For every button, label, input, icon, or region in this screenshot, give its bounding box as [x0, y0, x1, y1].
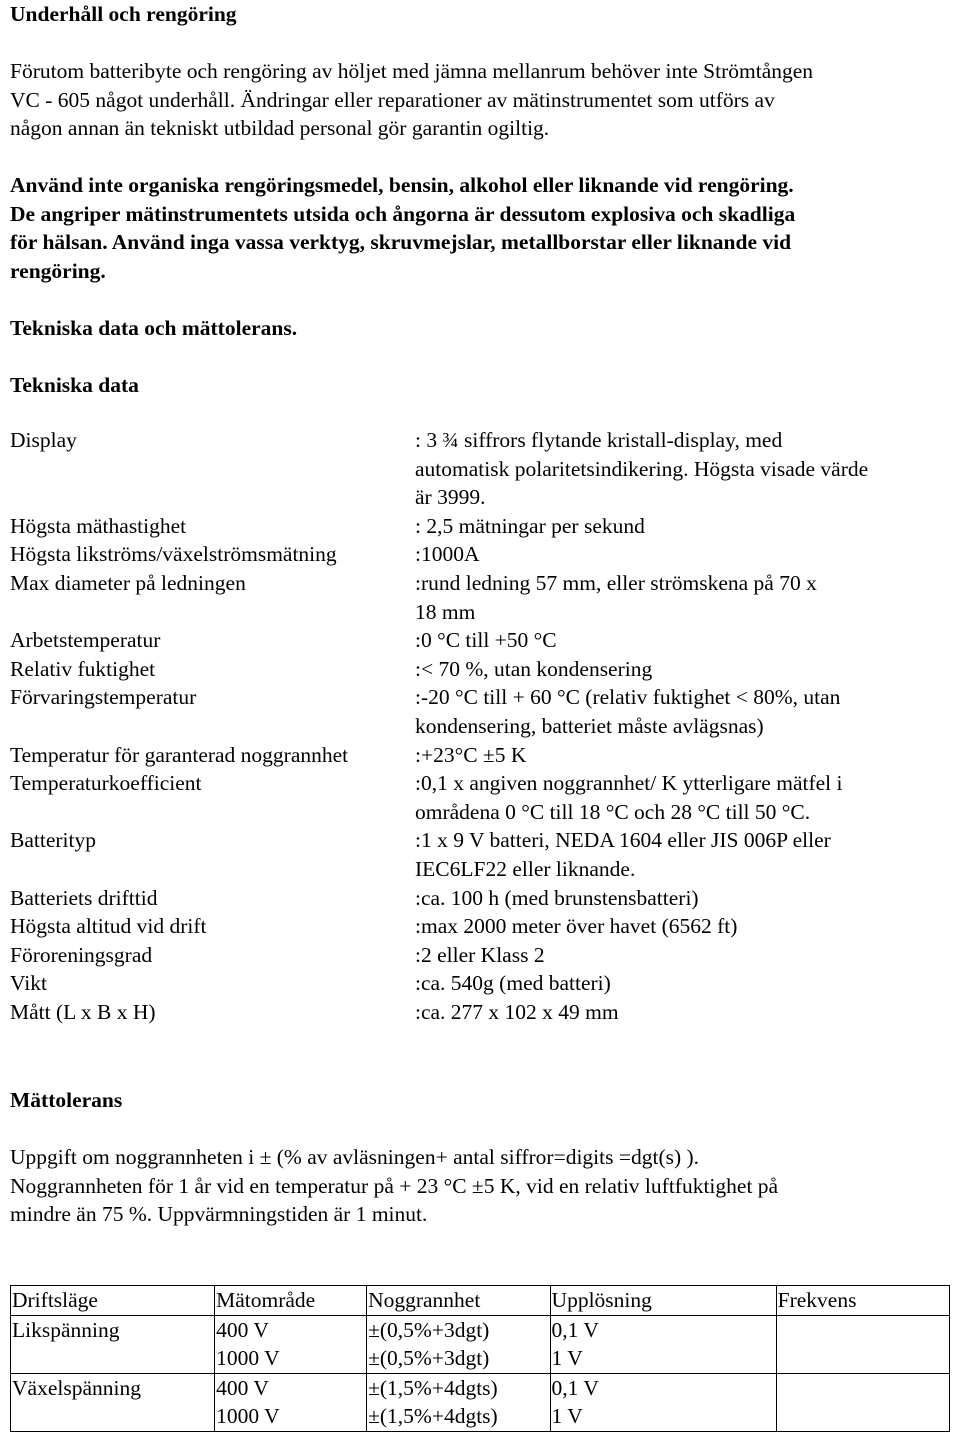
maintenance-intro: [10, 57, 950, 143]
mode-cell: Likspänning: [11, 1315, 215, 1373]
spec-value: [415, 884, 950, 913]
spec-row: [10, 569, 955, 626]
tolerance-heading: Mättolerans: [10, 1088, 123, 1112]
text-line: Använd inte organiska rengöringsmedel, bensin, alkohol eller liknande vid rengöring.: [10, 173, 794, 197]
range-cell: 400 V 1000 V: [215, 1315, 367, 1373]
spec-row: [10, 655, 955, 684]
spec-row: [10, 426, 955, 512]
cleaning-warning: [10, 171, 950, 285]
accuracy-cell: ±(1,5%+4dgts) ±(1,5%+4dgts): [367, 1373, 550, 1431]
spec-label: Temperaturkoefficient: [10, 771, 202, 796]
table-header-row: [11, 1286, 950, 1316]
spec-value: [415, 426, 950, 512]
maintenance-heading: Underhåll och rengöring: [10, 2, 237, 26]
spec-label: Batterityp: [10, 828, 96, 853]
spec-row: [10, 540, 955, 569]
spec-label: Högsta mäthastighet: [10, 513, 187, 538]
spec-row: [10, 741, 955, 770]
spec-value: [415, 826, 950, 883]
table-header-cell: Upplösning: [550, 1286, 776, 1316]
spec-value-line: :-20 °C till + 60 °C (relativ fuktighet < 80%, utan: [415, 685, 841, 710]
text-line: Uppgift om noggrannheten i ± (% av avläsningen+ antal siffror=digits =dgt(s) ).: [10, 1145, 700, 1169]
text-line: De angriper mätinstrumentets utsida och ångorna är dessutom explosiva och skadliga: [10, 201, 796, 226]
spec-value: [415, 969, 950, 998]
table-row: [11, 1315, 950, 1373]
spec-row: [10, 941, 955, 970]
text-line: för hälsan. Använd inga vassa verktyg, skruvmejslar, metallborstar eller liknande vid: [10, 230, 792, 255]
spec-value-line: :+23°C ±5 K: [415, 742, 527, 767]
spec-label: Förvaringstemperatur: [10, 685, 197, 710]
spec-value-line: : 3 ¾ siffrors flytande kristall-display, med: [415, 428, 783, 452]
spec-row: [10, 683, 955, 740]
spec-row: [10, 769, 955, 826]
spec-list: [10, 426, 955, 1026]
text-line: Förutom batteribyte och rengöring av höljet med jämna mellanrum behöver inte Strömtången: [10, 59, 814, 83]
spec-value: [415, 941, 950, 970]
text-line: rengöring.: [10, 258, 106, 283]
spec-row: [10, 826, 955, 883]
spec-value-line: :< 70 %, utan kondensering: [415, 656, 653, 681]
tolerance-table: [10, 1285, 950, 1432]
spec-row: [10, 512, 955, 541]
spec-label: Vikt: [10, 971, 47, 996]
spec-value: [415, 741, 950, 770]
spec-value-line: :ca. 277 x 102 x 49 mm: [415, 999, 619, 1024]
text-line: VC - 605 något underhåll. Ändringar eller reparationer av mätinstrumentet som utförs av: [10, 87, 775, 112]
spec-row: [10, 626, 955, 655]
spec-value-line: 18 mm: [415, 599, 476, 624]
spec-value-line: :1000A: [415, 542, 480, 567]
spec-label: Högsta likströms/växelströmsmätning: [10, 542, 337, 567]
spec-value: [415, 512, 950, 541]
spec-value: [415, 912, 950, 941]
spec-value: [415, 626, 950, 655]
spec-value-line: :ca. 540g (med batteri): [415, 971, 611, 996]
spec-value-line: :0 °C till +50 °C: [415, 628, 557, 653]
text-line: Noggrannheten för 1 år vid en temperatur på + 23 °C ±5 K, vid en relativ luftfuktighet på: [10, 1173, 779, 1198]
table-header-cell: Driftsläge: [11, 1286, 215, 1316]
spec-value-line: :1 x 9 V batteri, NEDA 1604 eller JIS 006P eller: [415, 828, 831, 853]
spec-value: [415, 683, 950, 740]
tech-heading: Tekniska data och mättolerans.: [10, 316, 298, 340]
spec-value: [415, 655, 950, 684]
spec-label: Max diameter på ledningen: [10, 570, 246, 595]
table-header-cell: Noggrannhet: [367, 1286, 550, 1316]
spec-value-line: är 3999.: [415, 485, 486, 510]
table-row: [11, 1373, 950, 1431]
spec-value-line: :rund ledning 57 mm, eller strömskena på 70 x: [415, 570, 817, 595]
spec-label: Display: [10, 428, 77, 452]
spec-value-line: områdena 0 °C till 18 °C och 28 °C till 50 °C.: [415, 799, 811, 824]
spec-value: [415, 540, 950, 569]
spec-value-line: :ca. 100 h (med brunstensbatteri): [415, 885, 699, 910]
spec-row: [10, 912, 955, 941]
resolution-cell: 0,1 V 1 V: [550, 1373, 776, 1431]
frequency-cell: [776, 1315, 949, 1373]
text-line: mindre än 75 %. Uppvärmningstiden är 1 minut.: [10, 1202, 428, 1227]
table-header-cell: Frekvens: [776, 1286, 949, 1316]
spec-row: [10, 884, 955, 913]
spec-row: [10, 998, 955, 1027]
spec-value-line: :max 2000 meter över havet (6562 ft): [415, 914, 738, 939]
resolution-cell: 0,1 V 1 V: [550, 1315, 776, 1373]
spec-label: Arbetstemperatur: [10, 628, 161, 653]
tolerance-text: [10, 1143, 950, 1229]
text-line: någon annan än tekniskt utbildad personal gör garantin ogiltig.: [10, 116, 550, 141]
spec-value-line: IEC6LF22 eller liknande.: [415, 856, 636, 881]
range-cell: 400 V 1000 V: [215, 1373, 367, 1431]
spec-row: [10, 969, 955, 998]
spec-value-line: kondensering, batteriet måste avlägsnas): [415, 713, 764, 738]
spec-label: Relativ fuktighet: [10, 656, 156, 681]
spec-value: [415, 569, 950, 626]
spec-value-line: automatisk polaritetsindikering. Högsta visade värde: [415, 456, 869, 481]
mode-cell: Växelspänning: [11, 1373, 215, 1431]
spec-label: Temperatur för garanterad noggrannhet: [10, 742, 349, 767]
spec-label: Föroreningsgrad: [10, 942, 153, 967]
spec-value: [415, 998, 950, 1027]
spec-value-line: : 2,5 mätningar per sekund: [415, 513, 645, 538]
spec-value-line: :0,1 x angiven noggrannhet/ K ytterligare mätfel i: [415, 771, 843, 796]
table-header-cell: Mätområde: [215, 1286, 367, 1316]
spec-value: [415, 769, 950, 826]
spec-label: Mått (L x B x H): [10, 999, 156, 1024]
spec-value-line: :2 eller Klass 2: [415, 942, 545, 967]
spec-label: Batteriets drifttid: [10, 885, 158, 910]
frequency-cell: [776, 1373, 949, 1431]
spec-label: Högsta altitud vid drift: [10, 914, 207, 939]
tech-subheading: Tekniska data: [10, 373, 139, 397]
accuracy-cell: ±(0,5%+3dgt) ±(0,5%+3dgt): [367, 1315, 550, 1373]
